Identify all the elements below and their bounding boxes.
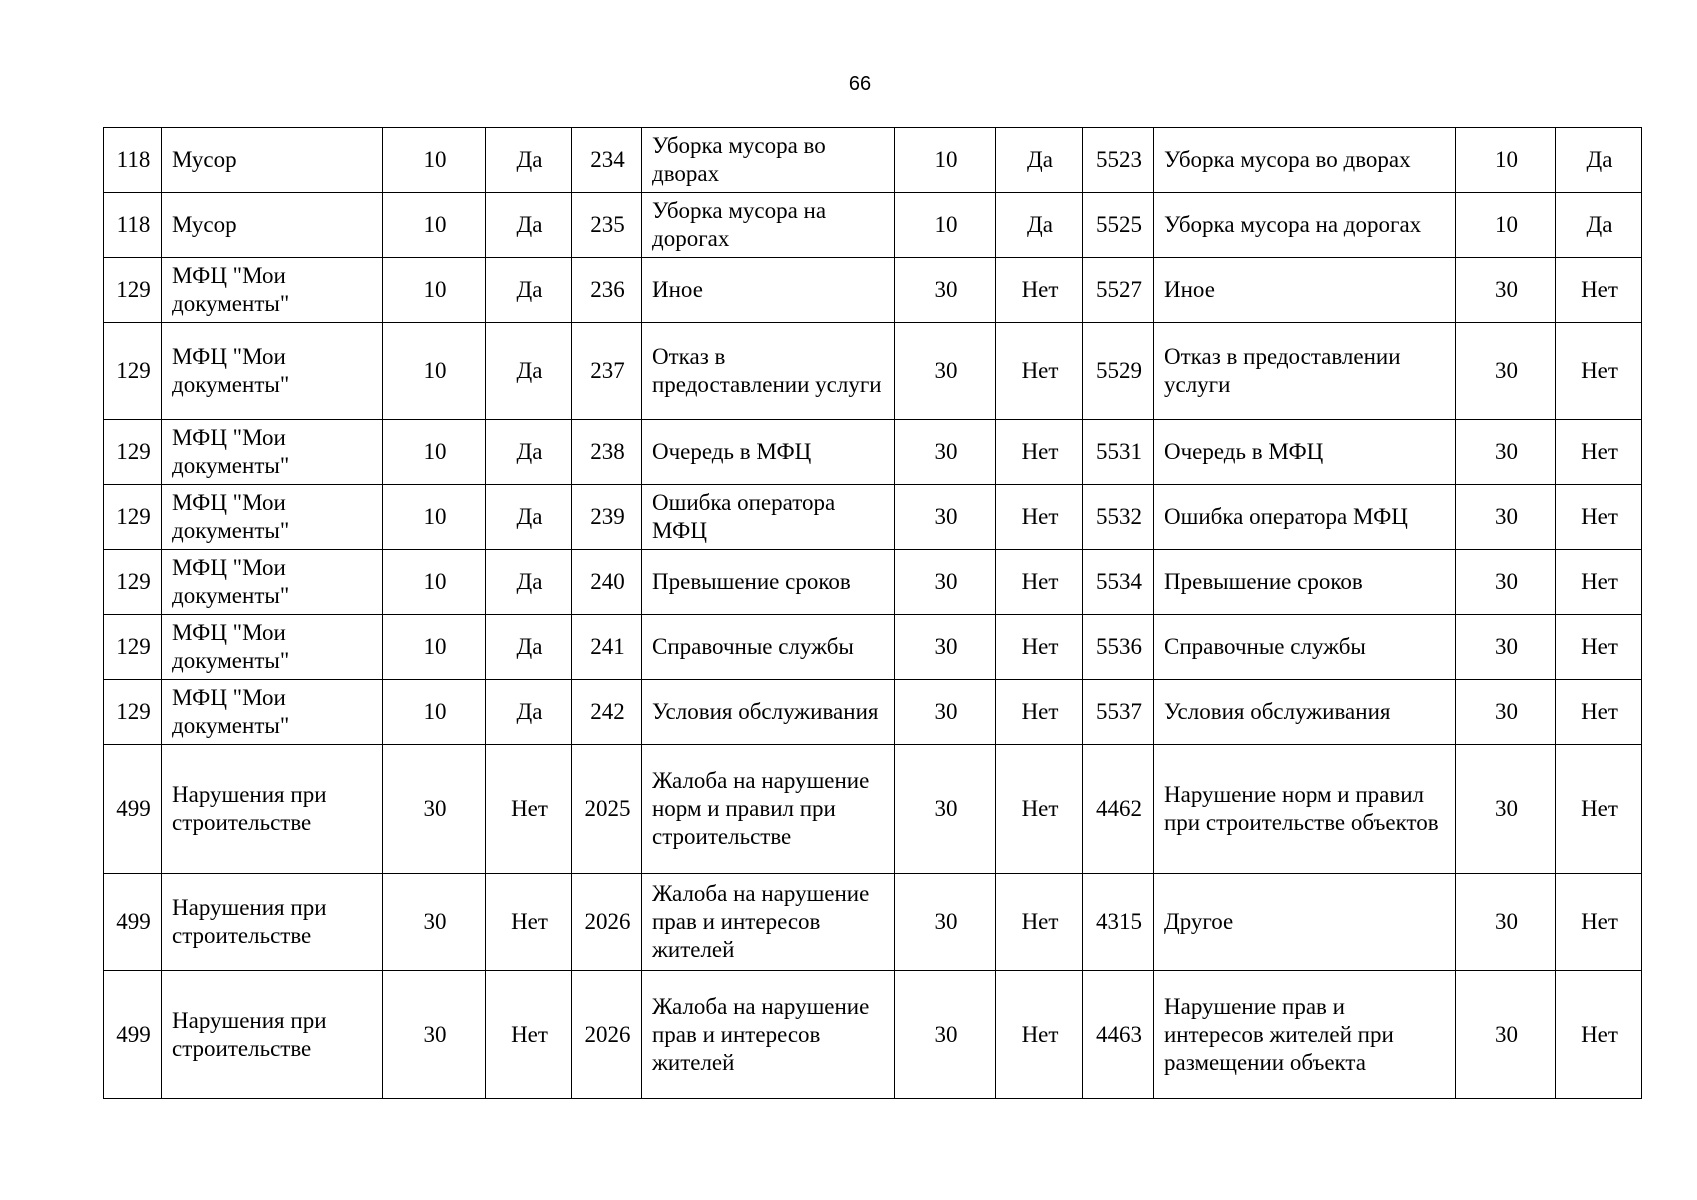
cell-item-name: Уборка мусора на дорогах	[1154, 193, 1456, 258]
cell-sub-flag: Нет	[996, 745, 1083, 874]
cell-cat-flag: Да	[486, 258, 572, 323]
cell-cat-name: Нарушения при строительстве	[162, 874, 383, 971]
cell-item-id: 5529	[1083, 323, 1154, 420]
cell-cat-flag: Нет	[486, 745, 572, 874]
cell-sub-days: 10	[895, 128, 996, 193]
cell-item-name: Нарушение прав и интересов жителей при размещении объекта	[1154, 971, 1456, 1099]
cell-sub-flag: Нет	[996, 615, 1083, 680]
cell-sub-flag: Да	[996, 193, 1083, 258]
cell-cat-id: 499	[104, 745, 162, 874]
cell-item-days: 30	[1456, 745, 1556, 874]
cell-cat-flag: Да	[486, 615, 572, 680]
cell-cat-id: 118	[104, 193, 162, 258]
cell-cat-flag: Нет	[486, 874, 572, 971]
cell-item-flag: Нет	[1556, 680, 1642, 745]
cell-cat-flag: Да	[486, 128, 572, 193]
cell-cat-days: 10	[383, 680, 486, 745]
cell-item-flag: Нет	[1556, 420, 1642, 485]
cell-sub-id: 236	[572, 258, 642, 323]
table-body	[104, 128, 1642, 1099]
cell-cat-id: 129	[104, 615, 162, 680]
cell-sub-id: 237	[572, 323, 642, 420]
table-row	[104, 550, 1642, 615]
cell-sub-flag: Нет	[996, 323, 1083, 420]
cell-item-name: Иное	[1154, 258, 1456, 323]
cell-item-id: 5534	[1083, 550, 1154, 615]
cell-cat-id: 499	[104, 874, 162, 971]
cell-cat-flag: Да	[486, 680, 572, 745]
cell-item-id: 5537	[1083, 680, 1154, 745]
cell-item-name: Очередь в МФЦ	[1154, 420, 1456, 485]
cell-sub-id: 235	[572, 193, 642, 258]
cell-sub-name: Ошибка оператора МФЦ	[642, 485, 895, 550]
cell-item-flag: Да	[1556, 128, 1642, 193]
cell-cat-flag: Да	[486, 550, 572, 615]
cell-sub-days: 30	[895, 550, 996, 615]
cell-item-flag: Нет	[1556, 550, 1642, 615]
cell-sub-name: Иное	[642, 258, 895, 323]
cell-sub-id: 2026	[572, 971, 642, 1099]
cell-cat-id: 129	[104, 485, 162, 550]
cell-cat-name: МФЦ "Мои документы"	[162, 485, 383, 550]
cell-sub-name: Превышение сроков	[642, 550, 895, 615]
cell-item-days: 30	[1456, 680, 1556, 745]
cell-sub-flag: Нет	[996, 550, 1083, 615]
cell-item-id: 4463	[1083, 971, 1154, 1099]
cell-sub-name: Жалоба на нарушение прав и интересов жителей	[642, 874, 895, 971]
cell-item-days: 30	[1456, 420, 1556, 485]
cell-item-name: Другое	[1154, 874, 1456, 971]
cell-item-flag: Нет	[1556, 485, 1642, 550]
table-row	[104, 615, 1642, 680]
cell-item-flag: Нет	[1556, 323, 1642, 420]
cell-item-id: 5532	[1083, 485, 1154, 550]
cell-item-name: Нарушение норм и правил при строительстве объектов	[1154, 745, 1456, 874]
cell-cat-name: Нарушения при строительстве	[162, 971, 383, 1099]
cell-sub-name: Очередь в МФЦ	[642, 420, 895, 485]
cell-cat-flag: Да	[486, 485, 572, 550]
cell-item-name: Ошибка оператора МФЦ	[1154, 485, 1456, 550]
cell-item-days: 30	[1456, 971, 1556, 1099]
cell-cat-name: МФЦ "Мои документы"	[162, 258, 383, 323]
table-row	[104, 485, 1642, 550]
table-row	[104, 323, 1642, 420]
cell-item-flag: Нет	[1556, 258, 1642, 323]
cell-cat-name: Мусор	[162, 128, 383, 193]
cell-sub-name: Уборка мусора на дорогах	[642, 193, 895, 258]
cell-cat-flag: Нет	[486, 971, 572, 1099]
cell-sub-flag: Нет	[996, 258, 1083, 323]
cell-sub-id: 234	[572, 128, 642, 193]
cell-sub-days: 30	[895, 680, 996, 745]
table-row	[104, 193, 1642, 258]
cell-item-days: 30	[1456, 258, 1556, 323]
cell-cat-id: 129	[104, 680, 162, 745]
cell-sub-flag: Нет	[996, 420, 1083, 485]
cell-sub-days: 30	[895, 615, 996, 680]
cell-item-days: 10	[1456, 193, 1556, 258]
table-row	[104, 874, 1642, 971]
cell-item-days: 30	[1456, 323, 1556, 420]
cell-cat-flag: Да	[486, 323, 572, 420]
cell-cat-flag: Да	[486, 420, 572, 485]
cell-cat-name: МФЦ "Мои документы"	[162, 420, 383, 485]
cell-sub-id: 241	[572, 615, 642, 680]
cell-item-name: Справочные службы	[1154, 615, 1456, 680]
cell-sub-flag: Нет	[996, 874, 1083, 971]
cell-item-days: 30	[1456, 874, 1556, 971]
cell-cat-days: 10	[383, 323, 486, 420]
cell-cat-days: 10	[383, 485, 486, 550]
data-table	[103, 127, 1642, 1099]
cell-sub-name: Условия обслуживания	[642, 680, 895, 745]
cell-sub-days: 30	[895, 485, 996, 550]
cell-item-flag: Нет	[1556, 745, 1642, 874]
table-row	[104, 128, 1642, 193]
cell-cat-days: 10	[383, 615, 486, 680]
table-row	[104, 420, 1642, 485]
cell-item-days: 30	[1456, 550, 1556, 615]
cell-cat-name: МФЦ "Мои документы"	[162, 615, 383, 680]
cell-sub-id: 238	[572, 420, 642, 485]
table-row	[104, 971, 1642, 1099]
cell-sub-id: 239	[572, 485, 642, 550]
cell-cat-name: МФЦ "Мои документы"	[162, 550, 383, 615]
cell-item-id: 5523	[1083, 128, 1154, 193]
cell-cat-days: 10	[383, 420, 486, 485]
cell-cat-days: 10	[383, 193, 486, 258]
cell-sub-name: Справочные службы	[642, 615, 895, 680]
cell-item-days: 10	[1456, 128, 1556, 193]
cell-sub-name: Отказ в предоставлении услуги	[642, 323, 895, 420]
cell-item-id: 4315	[1083, 874, 1154, 971]
page-number: 66	[848, 73, 872, 95]
cell-cat-days: 30	[383, 745, 486, 874]
cell-cat-days: 10	[383, 258, 486, 323]
cell-item-flag: Нет	[1556, 971, 1642, 1099]
cell-item-days: 30	[1456, 485, 1556, 550]
cell-cat-id: 129	[104, 323, 162, 420]
cell-sub-flag: Нет	[996, 971, 1083, 1099]
table-row	[104, 680, 1642, 745]
cell-sub-days: 30	[895, 971, 996, 1099]
cell-item-name: Превышение сроков	[1154, 550, 1456, 615]
cell-sub-id: 240	[572, 550, 642, 615]
cell-item-flag: Да	[1556, 193, 1642, 258]
cell-cat-name: МФЦ "Мои документы"	[162, 323, 383, 420]
cell-sub-name: Жалоба на нарушение норм и правил при строительстве	[642, 745, 895, 874]
cell-item-id: 5531	[1083, 420, 1154, 485]
cell-cat-name: Мусор	[162, 193, 383, 258]
table-row	[104, 258, 1642, 323]
cell-sub-name: Уборка мусора во дворах	[642, 128, 895, 193]
table-row	[104, 745, 1642, 874]
cell-sub-flag: Нет	[996, 680, 1083, 745]
cell-sub-id: 242	[572, 680, 642, 745]
cell-cat-name: Нарушения при строительстве	[162, 745, 383, 874]
cell-cat-days: 10	[383, 128, 486, 193]
cell-cat-flag: Да	[486, 193, 572, 258]
cell-item-flag: Нет	[1556, 615, 1642, 680]
cell-item-id: 5525	[1083, 193, 1154, 258]
cell-item-name: Отказ в предоставлении услуги	[1154, 323, 1456, 420]
cell-sub-id: 2025	[572, 745, 642, 874]
cell-cat-name: МФЦ "Мои документы"	[162, 680, 383, 745]
cell-sub-days: 10	[895, 193, 996, 258]
cell-sub-days: 30	[895, 745, 996, 874]
cell-sub-days: 30	[895, 258, 996, 323]
cell-sub-flag: Нет	[996, 485, 1083, 550]
cell-sub-days: 30	[895, 420, 996, 485]
cell-sub-name: Жалоба на нарушение прав и интересов жителей	[642, 971, 895, 1099]
cell-sub-days: 30	[895, 874, 996, 971]
cell-item-id: 5527	[1083, 258, 1154, 323]
cell-item-name: Уборка мусора во дворах	[1154, 128, 1456, 193]
cell-cat-id: 118	[104, 128, 162, 193]
cell-item-id: 5536	[1083, 615, 1154, 680]
cell-cat-days: 30	[383, 874, 486, 971]
cell-item-id: 4462	[1083, 745, 1154, 874]
cell-cat-id: 129	[104, 550, 162, 615]
cell-item-days: 30	[1456, 615, 1556, 680]
cell-cat-id: 499	[104, 971, 162, 1099]
cell-item-name: Условия обслуживания	[1154, 680, 1456, 745]
cell-sub-id: 2026	[572, 874, 642, 971]
cell-item-flag: Нет	[1556, 874, 1642, 971]
cell-cat-days: 10	[383, 550, 486, 615]
cell-sub-days: 30	[895, 323, 996, 420]
cell-cat-id: 129	[104, 420, 162, 485]
cell-cat-id: 129	[104, 258, 162, 323]
cell-sub-flag: Да	[996, 128, 1083, 193]
cell-cat-days: 30	[383, 971, 486, 1099]
